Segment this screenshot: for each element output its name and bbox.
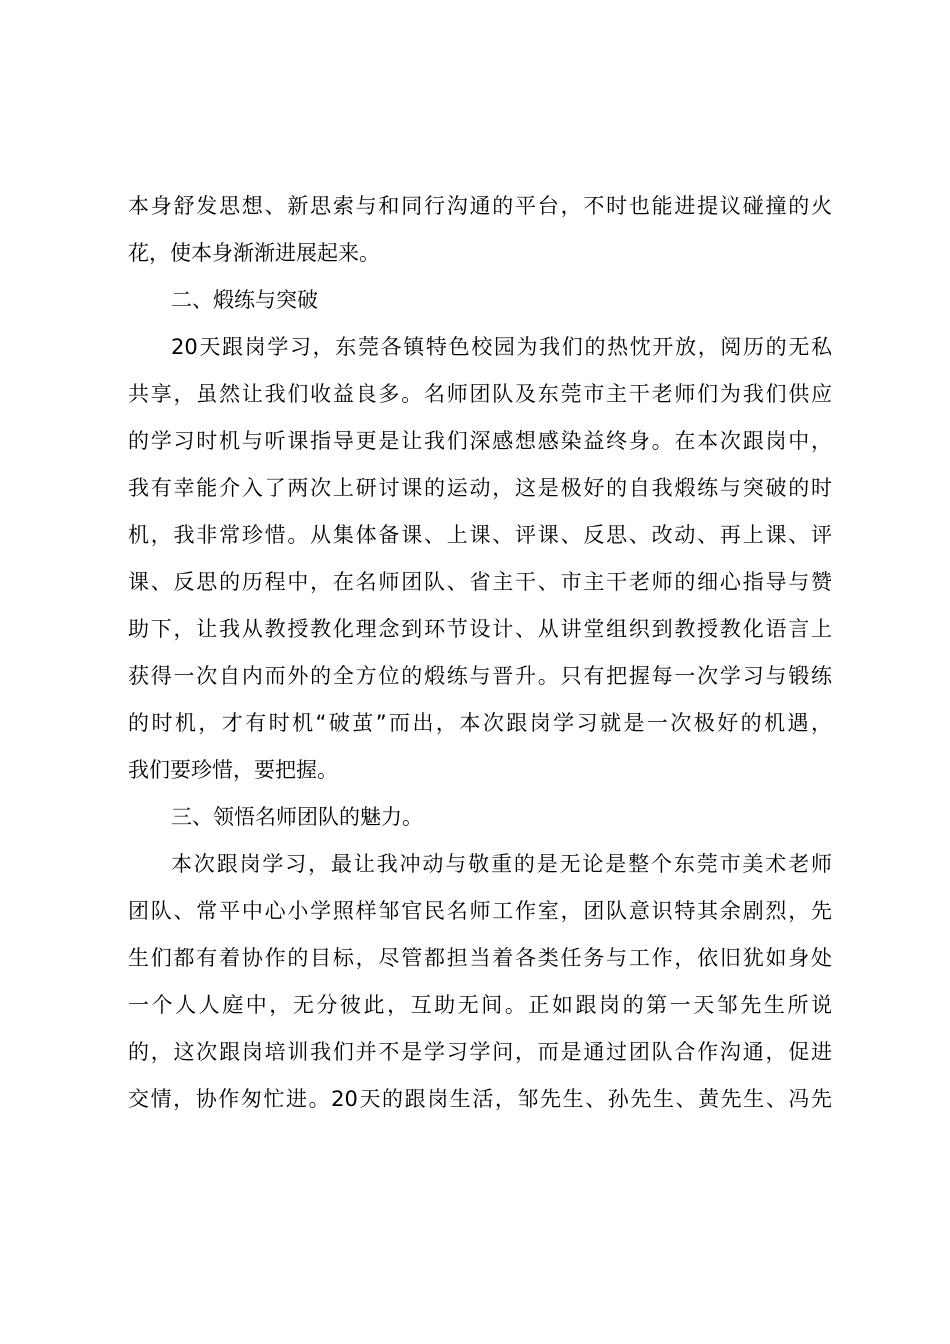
- text-line: 一个人人庭中，无分彼此，互助无间。正如跟岗的第一天邹先生所说: [128, 993, 832, 1017]
- text-line: 获得一次自内而外的全方位的煅练与晋升。只有把握每一次学习与锻练: [128, 664, 832, 688]
- text-line: 花，使本身渐渐进展起来。: [128, 241, 380, 265]
- section-heading: 三、领悟名师团队的魅力。: [171, 805, 423, 829]
- text-line: 我们要珍惜，要把握。: [128, 758, 338, 782]
- text-line: 课、反思的历程中，在名师团队、省主干、市主干老师的细心指导与赞: [128, 570, 832, 594]
- text-line: 20天跟岗学习，东莞各镇特色校园为我们的热忱开放，阅历的无私: [171, 335, 832, 359]
- text-line: 我有幸能介入了两次上研讨课的运动，这是极好的自我煅练与突破的时: [128, 476, 832, 500]
- text-line: 交情，协作匆忙进。20天的跟岗生活，邹先生、孙先生、黄先生、冯先: [128, 1087, 832, 1111]
- document-body: [128, 183, 832, 1123]
- text-line: 本身舒发思想、新思索与和同行沟通的平台，不时也能进提议碰撞的火: [128, 194, 832, 218]
- text-line: 团队、常平中心小学照样邹官民名师工作室，团队意识特其余剧烈，先: [128, 899, 832, 923]
- text-line: 生们都有着协作的目标，尽管都担当着各类任务与工作，依旧犹如身处: [128, 946, 832, 970]
- section-heading: 二、煅练与突破: [171, 288, 318, 312]
- text-line: 机，我非常珍惜。从集体备课、上课、评课、反思、改动、再上课、评: [128, 523, 832, 547]
- text-line: 的学习时机与听课指导更是让我们深感想感染益终身。在本次跟岗中，: [128, 429, 832, 453]
- text-line: 的，这次跟岗培训我们并不是学习学问，而是通过团队合作沟通，促进: [128, 1040, 832, 1064]
- text-line: 助下，让我从教授教化理念到环节设计、从讲堂组织到教授教化语言上: [128, 617, 832, 641]
- text-line: 本次跟岗学习，最让我冲动与敬重的是无论是整个东莞市美术老师: [171, 852, 832, 876]
- text-line: 共享，虽然让我们收益良多。名师团队及东莞市主干老师们为我们供应: [128, 382, 832, 406]
- text-line: 的时机，才有时机“破茧”而出，本次跟岗学习就是一次极好的机遇，: [128, 711, 832, 735]
